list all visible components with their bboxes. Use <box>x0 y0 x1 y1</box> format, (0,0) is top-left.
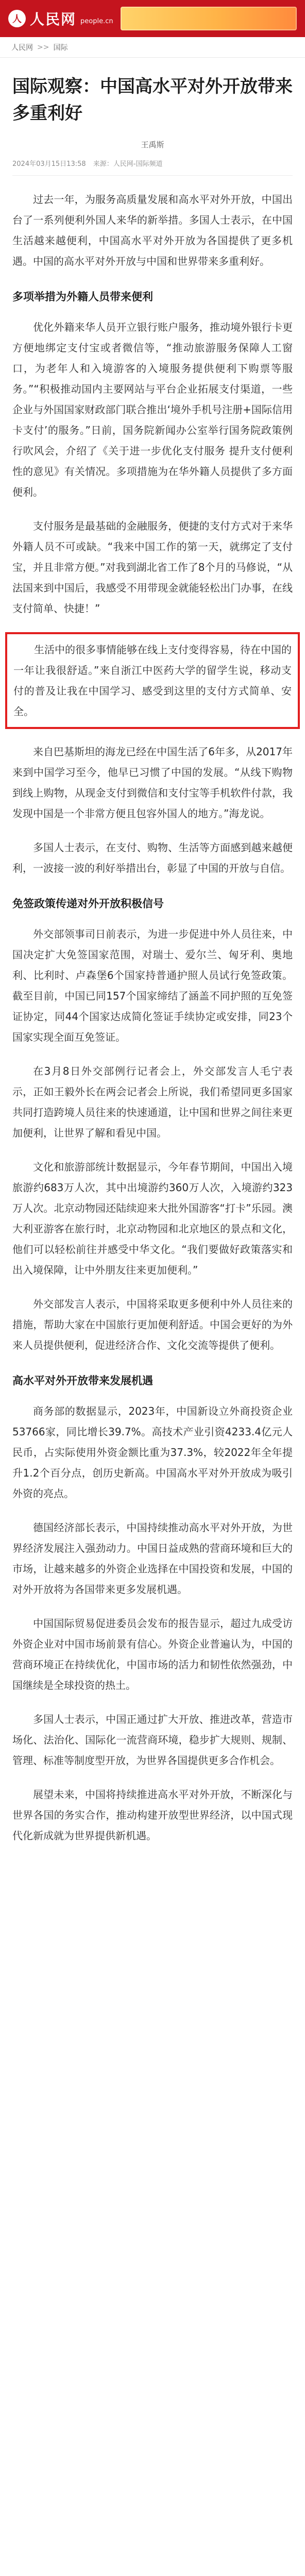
article-date: 2024年03月15日13:58 <box>12 160 86 168</box>
article-paragraph: 文化和旅游部统计数据显示，今年春节期间，中国出入境旅游约683万人次，其中出境游约360万人次，入境游约323万人次。北京动物园还陆续迎来大批外国游客“打卡”乐园。澳大利亚游客在旅行时，北京动物园和北京地区的景点和文化，他们可以轻松前往并感受中华文化。“我们要做好政策落实和出入境保障，让中外朋友往来更加便利。” <box>12 1161 293 1276</box>
breadcrumb-home-link[interactable]: 人民网 <box>11 43 33 52</box>
site-logo[interactable] <box>8 8 113 29</box>
article-paragraph: 多国人士表示，中国正通过扩大开放、推进改革，营造市场化、法治化、国际化一流营商环境，稳步扩大规则、规制、管理、标准等制度型开放，为世界各国提供更多合作机会。 <box>12 1713 293 1767</box>
article-paragraph: 支付服务是最基础的金融服务，便捷的支付方式对于来华外籍人员不可或缺。“我来中国工作的第一天，就绑定了支付宝，并且非常方便。”对我到湖北省工作了8个月的马修说，“从法国来到中国后，我感受不用带现金就能轻松出门办事，在线支付简单、快捷！” <box>12 520 293 615</box>
article-paragraph: 生活中的很多事情能够在线上支付变得容易，待在中国的一年让我很舒适。”来自浙江中医药大学的留学生说，移动支付的普及让我在中国学习、感受到这里的支付方式简单、安全。 <box>13 643 292 718</box>
article-title: 国际观察：中国高水平对外开放带来多重利好 <box>12 76 293 124</box>
article-paragraph: 外交部领事司日前表示，为进一步促进中外人员往来，中国决定扩大免签国家范围，对瑞士、爱尔兰、匈牙利、奥地利、比利时、卢森堡6个国家持普通护照人员试行免签政策。截至目前，中国已同157个国家缔结了涵盖不同护照的互免签证协定，同44个国家达成简化签证手续协定或安排，同23个国家实现全面互免签证。 <box>12 928 293 1043</box>
section-heading: 免签政策传递对外开放积极信号 <box>12 897 164 910</box>
article-source[interactable]: 来源：人民网-国际频道 <box>93 160 163 168</box>
breadcrumb-section-link[interactable]: 国际 <box>53 43 68 52</box>
section-heading: 多项举措为外籍人员带来便利 <box>12 291 153 303</box>
article-paragraph: 优化外籍来华人员开立银行账户服务，推动境外银行卡更方便地绑定支付宝或者微信等，“推动旅游服务保障人工窗口，为老年人和入境游客的入境服务提供便利下购票等服务。”“积极推动国内主要网站与平台企业拓展支付渠道，一些企业与外国国家财政部门联合推出‘境外手机号注册+国际信用卡支付’的服务。”日前，国务院新闻办公室举行国务院政策例行吹风会，介绍了《关于进一步优化支付服务 提升支付便利性的意见》有关情况。多项措施为在华外籍人员提供了多方面便利。 <box>12 321 293 498</box>
article-paragraph: 过去一年，为服务高质量发展和高水平对外开放，中国出台了一系列便利外国人来华的新举措。多国人士表示，在中国生活越来越便利，中国高水平对外开放为各国提供了更多机遇。中国的高水平对外开放与中国和世界带来多重利好。 <box>12 193 293 267</box>
breadcrumb-separator: >> <box>37 43 49 52</box>
logo-url: people.cn <box>80 17 113 25</box>
logo-mark-icon: 人 <box>8 10 26 27</box>
article-body <box>12 189 293 1846</box>
site-header <box>0 0 305 37</box>
article-paragraph: 商务部的数据显示，2023年，中国新设立外商投资企业53766家，同比增长39.7%。高技术产业引资4233.4亿元人民币，占实际使用外资金额比重为37.3%，较2022年全年提升1.2个百分点，创历史新高。中国高水平对外开放成为吸引外资的亮点。 <box>12 1405 293 1500</box>
article-author: 王禹斯 <box>141 140 164 149</box>
article-paragraph: 中国国际贸易促进委员会发布的报告显示，超过九成受访外资企业对中国市场前景有信心。外资企业普遍认为，中国的营商环境正在持续优化，中国市场的活力和韧性依然强劲，中国继续是全球投资的热土。 <box>12 1617 293 1691</box>
highlighted-quote-box <box>5 632 300 729</box>
article-paragraph: 外交部发言人表示，中国将采取更多便利中外人员往来的措施，帮助大家在中国旅行更加便利舒适。中国会更好的为外来人员提供便利，促进经济合作、文化交流等提供了便利。 <box>12 1298 293 1351</box>
article-paragraph: 来自巴基斯坦的海龙已经在中国生活了6年多，从2017年来到中国学习至今，他早已习惯了中国的发展。“从线下购物到线上购物，从现金支付到微信和支付宝等手机软件付款，我发现中国是一个非常方便且包容外国人的地方。”海龙说。 <box>12 745 293 820</box>
section-heading: 高水平对外开放带来发展机遇 <box>12 1375 153 1387</box>
article-paragraph: 德国经济部长表示，中国持续推动高水平对外开放，为世界经济发展注入强劲动力。中国日益成熟的营商环境和巨大的市场，让越来越多的外资企业选择在中国投资和发展，中国的对外开放将为各国带来更多发展机遇。 <box>12 1521 293 1596</box>
article-paragraph: 展望未来，中国将持续推进高水平对外开放，不断深化与世界各国的务实合作，推动构建开放型世界经济，以中国式现代化新成就为世界提供新机遇。 <box>12 1788 293 1842</box>
promo-banner[interactable] <box>121 7 297 30</box>
article-meta <box>12 158 293 176</box>
article-container <box>0 58 305 1846</box>
logo-text: 人民网 <box>30 11 77 28</box>
article-paragraph: 多国人士表示，在支付、购物、生活等方面感到越来越便利，一波接一波的利好举措出台，彰显了中国的开放与自信。 <box>12 841 293 874</box>
breadcrumb <box>0 37 305 58</box>
article-paragraph: 在3月8日外交部例行记者会上，外交部发言人毛宁表示，正如王毅外长在两会记者会上所说，我们希望同更多国家共同打造跨境人员往来的快速通道，让中国和世界之间往来更加便利，让世界了解和看见中国。 <box>12 1065 293 1139</box>
